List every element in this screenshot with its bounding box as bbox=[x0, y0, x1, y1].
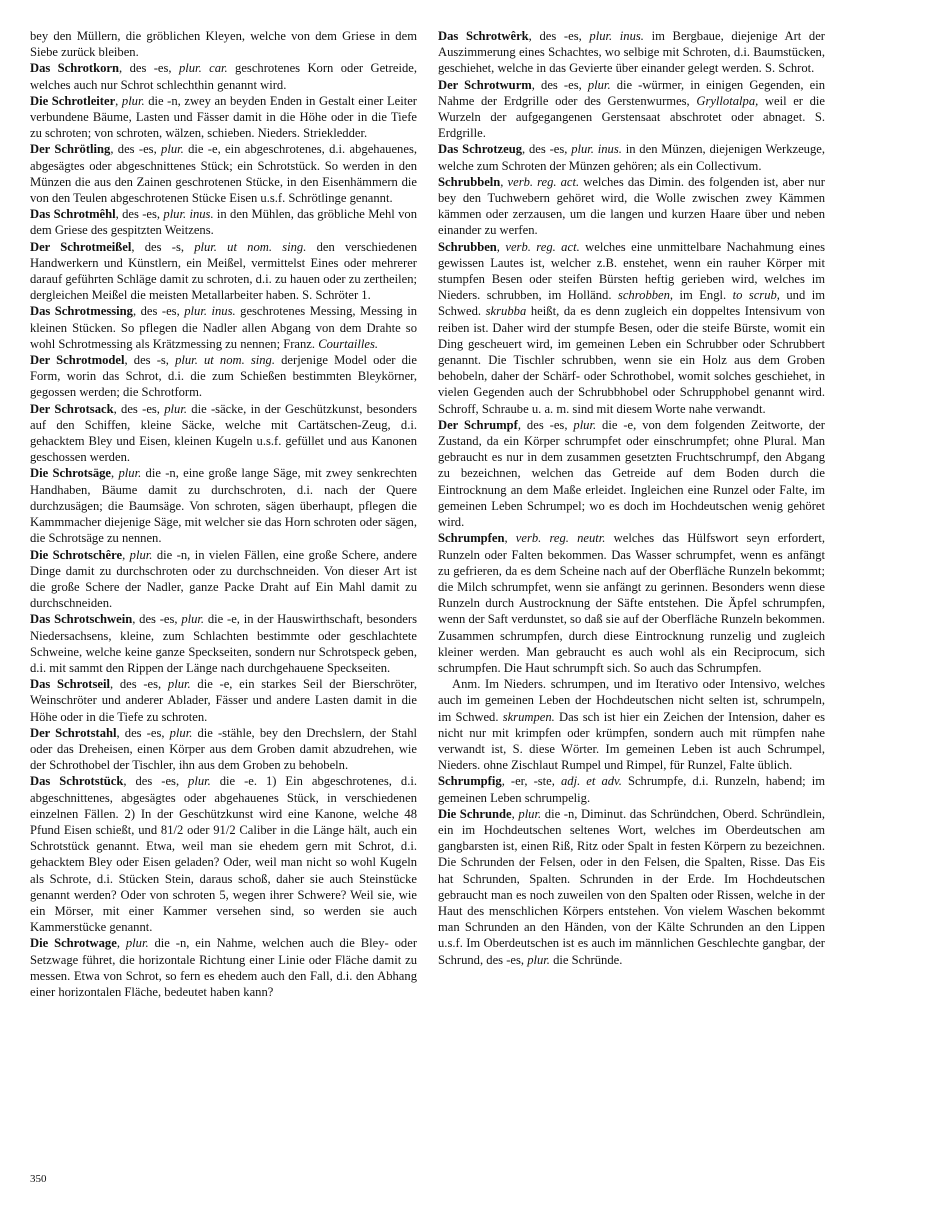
entry-text: , -er, -ste, bbox=[501, 774, 561, 789]
dictionary-entry bbox=[30, 401, 417, 466]
entry-text: Das sch ist hier ein Zeichen der Intension, daher es nicht nur mit krimpfen oder krümpfen, sondern auch mit rümpfen nahe verwandt ist, S. diese Wörter. Im gemeinen Leben ist auch Schrumpel, Nieders. ohne Zischlaut Rumpel und Rimpel, für Runzel, Falte üblich. bbox=[438, 709, 825, 773]
left-column bbox=[30, 28, 417, 1000]
entry-italic: plur. inus. bbox=[571, 142, 622, 157]
entry-text: heißt, da es denn zugleich ein doppeltes Intensivum von reiben ist. Daher wird der stumpfe Besen, oder die steife Bürste, womit ein Ding gescheuert wird, im gemeinen Leben ein Schrubber oder Schrubbert genannt. Die Tischler schrubben, wenn sie ein Holz aus dem Groben behobeln, daher der Schärf- oder Schrothobel, womit solches geschiehet, in vielen Gegenden auch der Schrubbhobel oder Schrupphobel genannt wird. Schroff, Schraube u. a. m. sind mit diesem Worte nahe verwandt. bbox=[438, 304, 825, 416]
entry-italic: verb. reg. act. bbox=[505, 239, 580, 254]
dictionary-entry bbox=[438, 28, 825, 77]
entry-italic: plur. car. bbox=[178, 61, 228, 76]
dictionary-entry bbox=[30, 547, 417, 612]
dictionary-entry bbox=[30, 239, 417, 304]
entry-text: , des -es, bbox=[132, 612, 182, 627]
entry-text: die -n, in vielen Fällen, eine große Schere, andere Dinge damit zu durchschroten oder zu durchschneiden. Von dieser Art ist die große Schere der Nadler, ganze Packe Draht auf Ein Mahl damit zu durchschneiden. bbox=[30, 547, 417, 611]
entry-text: die -e. 1) Ein abgeschrotenes, d.i. abgeschnittenes, abgesägtes oder abgehauenes Stück, in verschiedenen einzelnen Fällen. 2) In der Geschützkunst wird eine Kanone, welche 48 Pfund Eisen schießt, und 81/2 oder 91/2 Caliber in die Länge hält, auch ein Schrotstück genannt. Etwa, weil man sie ehedem gern mit Schrot, d.i. gehacktem Bley oder Eisen geladen? Oder, weil man nicht so wohl Kugeln als Schrote, d.i. Stücken Stein, daraus schoß, daher sie auch Steinstücke genannt werden? Oder von schroten 5, wegen ihrer Schwere? Weil sie, wie ein Mörser, mit einer Kammer versehen sind, so werden sie auch Kammerstücke genannt. bbox=[30, 774, 417, 935]
entry-text: Schrumpfe, d.i. Runzeln, habend; im gemeinen Leben schrumpelig. bbox=[438, 774, 825, 805]
entry-text: die -e, ein starkes Seil der Bierschröter, Weinschröter und anderer Ablader, Fässer und andere Lasten damit in die Höhe oder in die Tiefe zu schroten. bbox=[30, 677, 417, 724]
dictionary-entry bbox=[30, 611, 417, 676]
entry-text: den verschiedenen Handwerkern und Künstlern, ein Meißel, vermittelst Eines oder mehrerer darauf geführten Schläge damit zu schroten, d.i. zu hauen oder zu zertheilen; dergleichen Meißel die meisten Metallarbeiter haben. S. Schröter 1. bbox=[30, 239, 417, 303]
entry-italic: skrubba bbox=[485, 304, 527, 319]
entry-italic: plur. inus. bbox=[184, 304, 236, 319]
entry-italic: adj. et adv. bbox=[561, 774, 622, 789]
entry-text: welches eine unmittelbare Nachahmung eines gewissen Lautes ist, welcher z.B. enstehet, wenn ein rauher Körper mit stumpfen Besen oder steifen Bürsten heftig gerieben wird, welches im Nieders. schrubben, im Holländ. bbox=[438, 239, 825, 303]
entry-text: die -e, in der Hauswirthschaft, besonders Niedersachsens, kleine, zum Schlachten bestimmte oder geschlachtete Schweine, welche keine ganze Speckseiten, sondern nur Schrotspeck geben, d.i. mit sammt den Rippen der Länge nach durchgehauene Speckseiten. bbox=[30, 612, 417, 675]
entry-text: die -n, eine große lange Säge, mit zwey senkrechten Handhaben, Bäume damit zu durchschroten, d.i. nach der Quere durchzusägen; die Baumsäge. Von schroten, sägen überhaupt, pflegen die Kammmacher diejenige Säge, mit welcher sie das Horn schroten oder sägen, die Schrotsäge zu nennen. bbox=[30, 466, 418, 546]
entry-text: , bbox=[500, 174, 508, 189]
entry-text: geschrotenes Messing, Messing in kleinen Stücken. So pflegen die Nadler allen Abgang von dem Drahte so wohl Schrotmessing als Krätzmessing zu nennen; Franz. bbox=[30, 304, 418, 351]
entry-italic: plur. bbox=[164, 401, 187, 416]
entry-text: , bbox=[511, 806, 519, 821]
entry-headword: Der Schrotwurm bbox=[438, 77, 532, 92]
entry-text: in den Mühlen, das gröbliche Mehl von dem Griese des gespitzten Weitzens. bbox=[30, 207, 417, 238]
entry-text: , bbox=[122, 547, 130, 562]
entry-headword: Schrubben bbox=[438, 239, 497, 254]
entry-italic: to scrub, bbox=[732, 288, 780, 303]
entry-headword: Die Schrotsäge bbox=[30, 466, 112, 481]
entry-text: , des -es, bbox=[116, 725, 170, 740]
right-column bbox=[438, 28, 825, 968]
entry-text: , des -es, bbox=[522, 142, 572, 157]
entry-headword: Schrumpfig bbox=[438, 774, 502, 789]
dictionary-entry bbox=[438, 806, 825, 968]
entry-text: , des -es, bbox=[119, 61, 179, 76]
entry-text: in den Münzen, diejenigen Werkzeuge, welche zum Schroten der Münzen gehören; als ein Collectivum. bbox=[438, 142, 825, 173]
entry-italic: plur. bbox=[161, 142, 184, 157]
dictionary-entry bbox=[438, 174, 825, 239]
entry-italic: schrobben, bbox=[617, 288, 674, 303]
entry-italic: plur. bbox=[181, 612, 205, 627]
entry-text: derjenige Model oder die Form, worin das Schrot, d.i. die zum Schießen bestimmten Bleykörner, gegossen werden; die Schrotform. bbox=[30, 353, 418, 400]
entry-italic: plur. bbox=[118, 466, 142, 481]
entry-text: , bbox=[115, 93, 122, 108]
entry-text: die -n, zwey an beyden Enden in Gestalt einer Leiter verbundene Bäume, Lasten und Fässer damit in die Höhe oder in die Tiefe zu schroten; von schroten, wälzen, schieben. Nieders. Striekledder. bbox=[30, 93, 418, 141]
entry-text: die -n, ein Nahme, welchen auch die Bley- oder Setzwage führet, die horizontale Richtung einer Linie oder Fläche damit zu messen. Etwa von Schrot, so fern es ehedem auch den Fall, d.i. den Abhang einer horizontalen Fläche, bedeutet haben kann? bbox=[30, 936, 418, 999]
dictionary-entry bbox=[30, 935, 417, 1000]
entry-text: , des -es, bbox=[110, 142, 162, 157]
dictionary-entry bbox=[438, 530, 825, 676]
entry-text: die -n, Diminut. das Schründchen, Oberd. Schründlein, ein im Hochdeutschen seltenes Wort, welches im Oberdeutschen am gangbarsten ist, einen Riß, Ritz oder Spalt in festen Körpern zu bezeichnen. Die Schrunden der Felsen, oder in den Felsen, die Spalten, Risse. Das Eis hat Schrunden, Spalten. Schrunden in der Erde. Im Hochdeutschen gebraucht man es noch zuweilen von den Spalten oder Rissen, welche in der Haut des menschlichen Körpers entstehen. Von vielem Waschen bekommt man Schrunden an den Händen, von der Kälte Schrunden an den Lippen u.s.f. Im Oberdeutschen ist es auch im männlichen Geschlechte gangbar, der Schrund, des -es, bbox=[438, 806, 826, 967]
entry-headword: Schrumpfen bbox=[438, 531, 505, 546]
entry-headword: Das Schrotschwein bbox=[30, 612, 133, 627]
entry-italic: Gryllotalpa, bbox=[696, 93, 759, 108]
entry-headword: Die Schrotschêre bbox=[30, 547, 123, 562]
entry-text: , bbox=[504, 531, 516, 546]
dictionary-entry bbox=[438, 417, 825, 530]
entry-text: , des -es, bbox=[517, 417, 574, 432]
dictionary-entry bbox=[438, 239, 825, 417]
entry-text: geschrotenes Korn oder Getreide, welches auch nur Schrot schlechthin genannt wird. bbox=[30, 61, 417, 92]
entry-text: und im Schwed. bbox=[438, 288, 825, 319]
dictionary-entry bbox=[30, 465, 417, 546]
dictionary-entry bbox=[30, 28, 417, 60]
entry-headword: Das Schrotmessing bbox=[30, 304, 133, 319]
entry-text: , bbox=[116, 936, 126, 951]
entry-headword: Der Schrotstahl bbox=[30, 725, 117, 740]
dictionary-entry bbox=[438, 773, 825, 805]
entry-text: die Schründe. bbox=[549, 952, 623, 967]
entry-italic: plur. bbox=[518, 806, 542, 821]
entry-headword: Das Schrotkorn bbox=[30, 61, 120, 76]
entry-headword: Das Schrotmêhl bbox=[30, 207, 116, 222]
dictionary-entry bbox=[30, 725, 417, 774]
entry-italic: plur. bbox=[188, 774, 211, 789]
dictionary-entry bbox=[438, 676, 825, 773]
entry-text: welches das Hülfswort seyn erfordert, Runzeln oder Falten bekommen. Das Wasser schrumpfet, wenn es anfängt zu gefrieren, da es dem Scheine nach auf der Oberfläche Runzeln bekommt; die Milch schrumpfet, wenn sie anfängt zu gerinnen. Besonders wenn diese Runzeln durch Austrocknung der Säfte entstehen. Die Äpfel schrumpfen, wenn der Saft verdunstet, so daß sie auf der Oberfläche Runzeln bekommen. Zusammen schrumpfen, durch diese Eintrocknung runzelig und zugleich kleiner werden. Man gebraucht es auch wohl als ein Reciprocum, sich schrumpfen. Die Haut schrumpft sich. So auch das Schrumpfen. bbox=[438, 531, 825, 675]
dictionary-entry bbox=[30, 141, 417, 206]
entry-italic: plur. bbox=[121, 93, 145, 108]
entry-headword: Die Schrotleiter bbox=[30, 93, 116, 108]
entry-text: Anm. Im Nieders. schrumpen, und im Iterativo oder Intensivo, welches auch im gemeinen Leben der Hochdeutschen nicht selten ist, schrumpeln, im Schwed. bbox=[438, 677, 825, 724]
entry-text: , bbox=[496, 239, 506, 254]
dictionary-entry bbox=[30, 206, 417, 238]
dictionary-entry bbox=[30, 676, 417, 725]
entry-headword: Der Schrotmeißel bbox=[30, 239, 132, 254]
entry-italic: plur. ut nom. sing. bbox=[175, 353, 275, 368]
dictionary-entry bbox=[30, 303, 417, 352]
entry-italic: Courtailles. bbox=[318, 336, 379, 351]
entry-text: , des -es, bbox=[113, 401, 165, 416]
entry-text: die -würmer, in einigen Gegenden, ein Nahme der Erdgrille oder des Gerstenwurmes, bbox=[438, 77, 826, 108]
dictionary-entry bbox=[30, 93, 417, 142]
entry-italic: plur. bbox=[587, 77, 611, 92]
entry-headword: Die Schrotwage bbox=[30, 936, 117, 951]
entry-text: , des -es, bbox=[109, 677, 168, 692]
entry-headword: Der Schrotmodel bbox=[30, 353, 125, 368]
entry-headword: Das Schrotstück bbox=[30, 774, 124, 789]
entry-text: im Engl. bbox=[673, 288, 733, 303]
entry-headword: Das Schrotwêrk bbox=[438, 29, 529, 43]
dictionary-entry bbox=[438, 141, 825, 173]
entry-text: die -stähle, bey den Drechslern, der Stahl oder das Dreheisen, einen Körper aus dem Groben damit abzudrehen, wie der Schrothobel der Tischler, ihn aus dem Groben zu behobeln. bbox=[30, 725, 417, 773]
entry-text: , des -es, bbox=[123, 774, 189, 789]
entry-italic: plur. bbox=[129, 547, 153, 562]
entry-headword: Das Schrotseil bbox=[30, 677, 110, 692]
entry-text: , des -s, bbox=[131, 239, 195, 254]
entry-italic: skrumpen. bbox=[502, 709, 555, 724]
entry-text: , des -es, bbox=[531, 77, 588, 92]
page-number: 350 bbox=[30, 1173, 47, 1185]
dictionary-entry bbox=[30, 60, 417, 92]
entry-text: , bbox=[111, 466, 119, 481]
entry-italic: verb. reg. neutr. bbox=[515, 531, 606, 546]
entry-text: im Bergbaue, diejenige Art der Auszimmerung eines Schachtes, wo selbige mit Schroten, d.i. Baumstücken, geschiehet, welche in das Gevierte über einander gelegt werden. S. Schrot. bbox=[438, 29, 826, 76]
entry-text: , des -es, bbox=[132, 304, 185, 319]
entry-italic: plur. bbox=[167, 677, 191, 692]
entry-text: bey den Müllern, die gröblichen Kleyen, welche von dem Griese in dem Siebe zurück bleiben. bbox=[30, 29, 417, 60]
entry-text: die -e, von dem folgenden Zeitworte, der Zustand, da ein Körper schrumpfet oder einschrumpfet; ohne Plural. Man gebraucht es nur in dem zusammen gesetzten Fruchtschrumpf, den Abgang zu bezeichnen, welchen das Getreide auf dem Boden durch die Eintrocknung an dem Maße erleidet. Ingleichen eine Runzel oder Falte, im gemeinen Leben Schrumpel; wo es doch im Hochdeutschen wenig gehöret wird. bbox=[438, 417, 825, 530]
entry-headword: Das Schrotzeug bbox=[438, 142, 523, 157]
dictionary-page bbox=[30, 28, 910, 1198]
entry-text: , des -es, bbox=[528, 29, 590, 43]
entry-headword: Schrubbeln bbox=[438, 174, 501, 189]
entry-italic: plur. ut nom. sing. bbox=[194, 239, 307, 254]
entry-text: die -säcke, in der Geschützkunst, besonders auf den Schiffen, kleine Säcke, welche mit Cartätschen-Zeug, d.i. gehacktem Bley und Eisen, kleinen Kugeln u.s.f. gefüllet und aus Kanonen geschossen werden. bbox=[30, 401, 418, 465]
dictionary-entry bbox=[438, 77, 825, 142]
entry-italic: plur. inus. bbox=[589, 29, 644, 43]
entry-headword: Die Schrunde bbox=[438, 806, 512, 821]
entry-headword: Der Schrumpf bbox=[438, 417, 518, 432]
dictionary-entry bbox=[30, 352, 417, 401]
entry-italic: verb. reg. act. bbox=[507, 174, 580, 189]
entry-headword: Der Schrötling bbox=[30, 142, 111, 157]
entry-text: weil er die Wurzeln der aufgegangenen Gerstensaat abschrotet oder abnaget. S. Erdgrille. bbox=[438, 93, 826, 141]
entry-italic: plur. bbox=[169, 725, 193, 740]
entry-italic: plur. bbox=[573, 417, 597, 432]
entry-italic: plur. bbox=[125, 936, 149, 951]
entry-text: , des -es, bbox=[115, 207, 164, 222]
entry-text: die -e, ein abgeschrotenes, d.i. abgehauenes, abgesägtes oder abgeschnittenes Stück; ein Schrotstück. So werden in den Münzen die aus den Zainen geschrotenen Stücke, in den Eisenhämmern die von den Teulen abgeschrotenen Stücke Eisen u.s.f. Schrötlinge genannt. bbox=[30, 142, 417, 206]
entry-headword: Der Schrotsack bbox=[30, 401, 114, 416]
entry-text: welches das Dimin. des folgenden ist, aber nur bey den Tuchwebern gehöret wird, die Wolle zwischen zwey Kämmen kämmen oder zerzausen, um die langen und kurzen Haare über und neben einander zu werfen. bbox=[438, 174, 825, 238]
entry-italic: plur. inus. bbox=[163, 207, 214, 222]
entry-italic: plur. bbox=[527, 952, 550, 967]
dictionary-entry bbox=[30, 773, 417, 935]
entry-text: , des -s, bbox=[124, 353, 176, 368]
